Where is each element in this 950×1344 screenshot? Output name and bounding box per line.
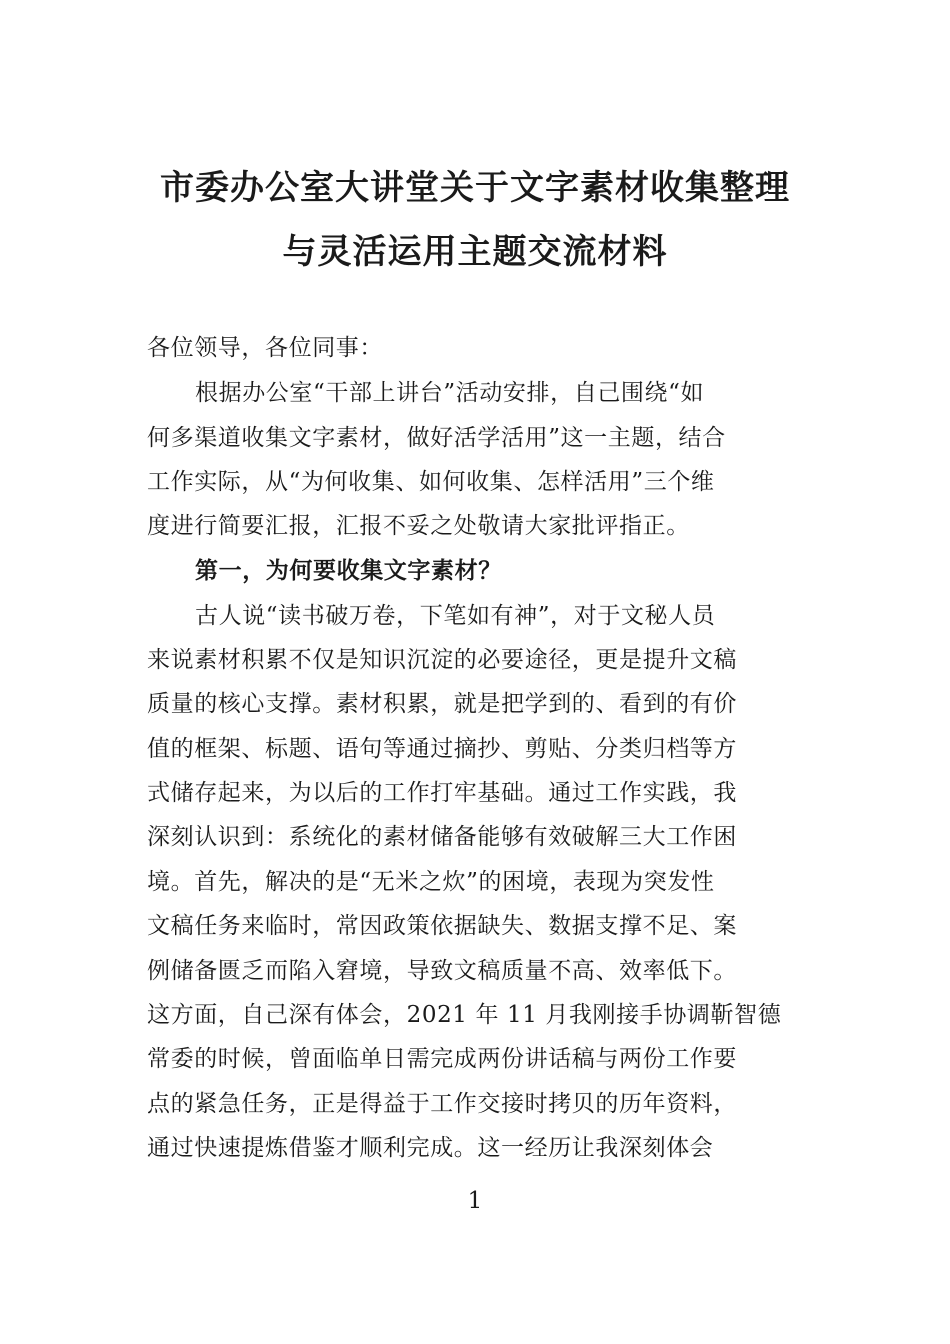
paragraph-1-line: 度进行简要汇报，汇报不妥之处敬请大家批评指正。	[147, 513, 690, 539]
paragraph-2-line: 质量的核心支撑。素材积累，就是把学到的、看到的有价	[147, 691, 737, 717]
document-title-line-2: 与灵活运用主题交流材料	[282, 232, 668, 272]
page-number: 1	[467, 1188, 483, 1214]
paragraph-2-line: 深刻认识到：系统化的素材储备能够有效破解三大工作困	[147, 824, 737, 850]
paragraph-1-line: 工作实际，从“为何收集、如何收集、怎样活用”三个维	[147, 469, 715, 495]
paragraph-2-line: 点的紧急任务，正是得益于工作交接时拷贝的历年资料，	[147, 1091, 737, 1117]
section-1-heading: 第一，为何要收集文字素材？	[195, 558, 502, 584]
paragraph-2-line: 这方面，自己深有体会，2021 年 11 月我刚接手协调靳智德	[147, 1002, 782, 1028]
document-title-line-1: 市委办公室大讲堂关于文字素材收集整理	[160, 168, 790, 208]
paragraph-2-line: 例储备匮乏而陷入窘境，导致文稿质量不高、效率低下。	[147, 958, 737, 984]
paragraph-2-line: 来说素材积累不仅是知识沉淀的必要途径，更是提升文稿	[147, 647, 737, 673]
paragraph-2-line: 通过快速提炼借鉴才顺利完成。这一经历让我深刻体会	[147, 1135, 714, 1161]
paragraph-2-line: 文稿任务来临时，常因政策依据缺失、数据支撑不足、案	[147, 913, 737, 939]
paragraph-2-line: 值的框架、标题、语句等通过摘抄、剪贴、分类归档等方	[147, 736, 737, 762]
paragraph-2-line: 常委的时候，曾面临单日需完成两份讲话稿与两份工作要	[147, 1046, 737, 1072]
salutation: 各位领导，各位同事：	[147, 335, 383, 361]
paragraph-2-line: 式储存起来，为以后的工作打牢基础。通过工作实践，我	[147, 780, 737, 806]
paragraph-1-line: 何多渠道收集文字素材，做好活学活用”这一主题，结合	[147, 425, 726, 451]
paragraph-2-line: 古人说“读书破万卷，下笔如有神”，对于文秘人员	[195, 603, 716, 629]
paragraph-2-line: 境。首先，解决的是“无米之炊”的困境，表现为突发性	[147, 869, 715, 895]
paragraph-1-line: 根据办公室“干部上讲台”活动安排，自己围绕“如	[195, 380, 705, 406]
